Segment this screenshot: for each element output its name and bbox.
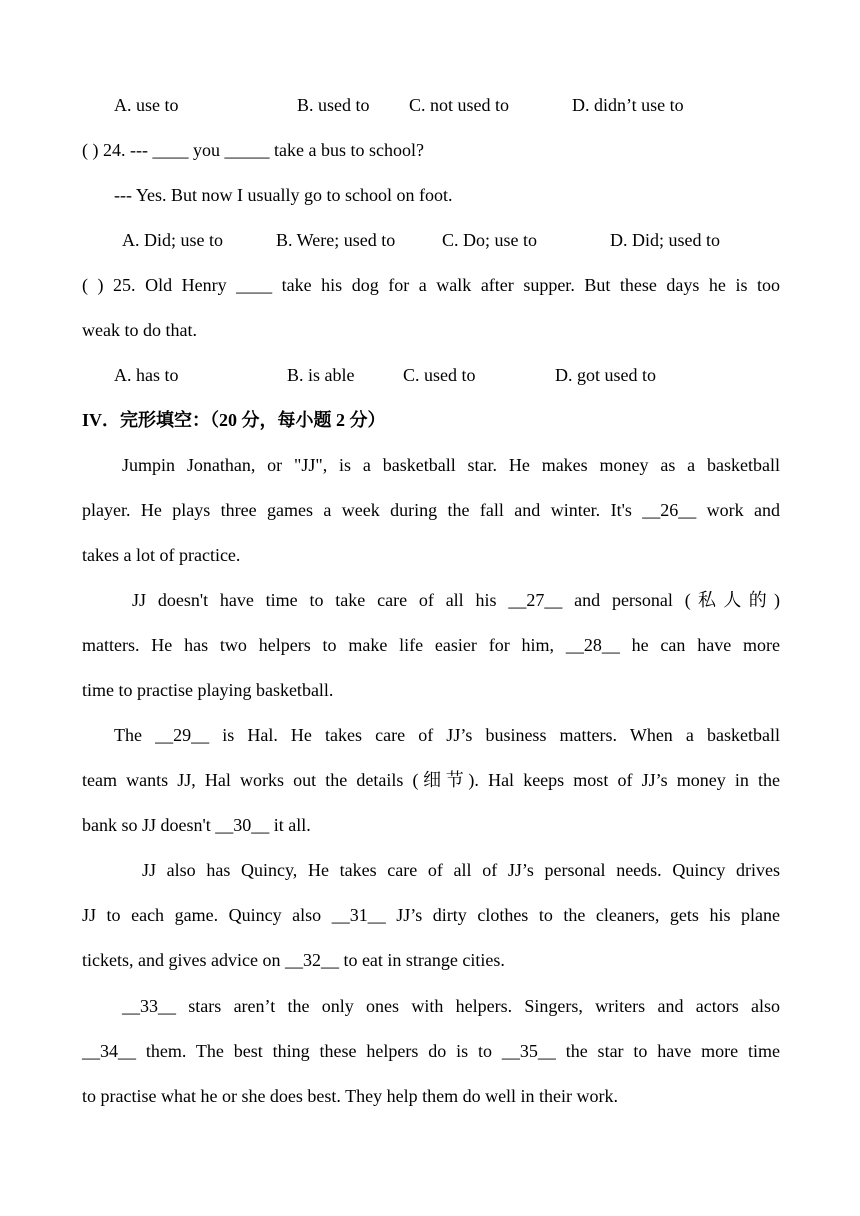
q25-option-d: D. got used to — [555, 365, 656, 385]
q25-options — [0, 353, 860, 398]
passage-line: matters. He has two helpers to make life easier for him, __28__ he can have more — [82, 635, 780, 655]
passage-line: bank so JJ doesn't __30__ it all. — [82, 815, 311, 835]
passage-line: time to practise playing basketball. — [82, 680, 334, 700]
passage-line: The __29__ is Hal. He takes care of JJ’s business matters. When a basketball — [114, 725, 780, 745]
q24-option-c: C. Do; use to — [442, 230, 538, 250]
q23-option-a: A. use to — [114, 95, 179, 115]
q23-option-b: B. used to — [297, 95, 370, 115]
q24-options — [0, 218, 860, 263]
q25-option-b: B. is able — [287, 365, 355, 385]
q24-reply: --- Yes. But now I usually go to school on foot. — [114, 185, 453, 205]
section-heading: IV．完形填空：（20 分，每小题 2 分） — [82, 410, 386, 430]
passage-line: takes a lot of practice. — [82, 545, 241, 565]
passage-line: Jumpin Jonathan, or "JJ", is a basketball star. He makes money as a basketball — [122, 455, 780, 475]
q25-stem-line2: weak to do that. — [82, 320, 197, 340]
q25-stem-line1: ( ) 25. Old Henry ____ take his dog for a walk after supper. But these days he is too — [82, 275, 780, 295]
passage-line: JJ also has Quincy, He takes care of all of JJ’s personal needs. Quincy drives — [142, 860, 780, 880]
passage-line: JJ doesn't have time to take care of all his __27__ and personal (私人的) — [132, 590, 780, 610]
passage-line: player. He plays three games a week during the fall and winter. It's __26__ work and — [82, 500, 780, 520]
q23-option-d: D. didn’t use to — [572, 95, 684, 115]
passage-line: tickets, and gives advice on __32__ to eat in strange cities. — [82, 950, 505, 970]
q24-option-d: D. Did; used to — [610, 230, 720, 250]
q23-option-c: C. not used to — [409, 95, 510, 115]
passage-line: team wants JJ, Hal works out the details (细节). Hal keeps most of JJ’s money in the — [82, 770, 780, 790]
passage-line: to practise what he or she does best. They help them do well in their work. — [82, 1086, 619, 1106]
q23-options — [0, 83, 860, 128]
q25-option-a: A. has to — [114, 365, 179, 385]
passage-line: JJ to each game. Quincy also __31__ JJ’s dirty clothes to the cleaners, gets his plane — [82, 905, 780, 925]
passage-line: __33__ stars aren’t the only ones with helpers. Singers, writers and actors also — [122, 996, 780, 1016]
passage-line: __34__ them. The best thing these helpers do is to __35__ the star to have more time — [82, 1041, 780, 1061]
q24-option-a: A. Did; use to — [122, 230, 223, 250]
q24-option-b: B. Were; used to — [276, 230, 396, 250]
q25-option-c: C. used to — [403, 365, 476, 385]
q24-stem: ( ) 24. --- ____ you _____ take a bus to school? — [82, 140, 424, 160]
